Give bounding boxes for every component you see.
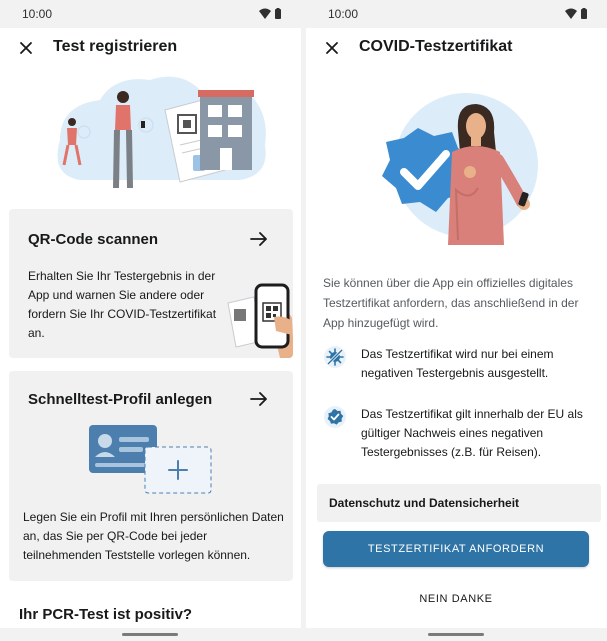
request-certificate-button[interactable]: TESTZERTIFIKAT ANFORDERN: [323, 531, 589, 567]
status-bar: [0, 0, 301, 28]
no-thanks-button[interactable]: NEIN DANKE: [419, 593, 493, 605]
app-bar: [0, 28, 301, 68]
privacy-section-link[interactable]: [317, 484, 601, 522]
arrow-right-icon: [250, 232, 268, 246]
home-gesture-handle[interactable]: [428, 633, 484, 636]
page-title: COVID-Testzertifikat: [359, 38, 513, 55]
phone-scanning-qr-icon: [214, 273, 293, 358]
card-description: Legen Sie ein Profil mit Ihren persönlichen Daten an, das Sie per QR-Code bei jeder teilnehmenden Teststelle vorlegen können.: [23, 510, 284, 562]
card-title: QR-Code scannen: [28, 231, 159, 248]
card-title: Schnelltest-Profil anlegen: [28, 391, 213, 408]
register-test-illustration: [20, 70, 280, 200]
certificate-illustration: [366, 90, 546, 245]
status-time: 10:00: [22, 7, 53, 21]
verified-badge-icon: [323, 405, 347, 429]
virus-icon: [323, 345, 347, 369]
test-certificate-screen: [306, 0, 607, 641]
card-description: Erhalten Sie Ihr Testergebnis in der App und warnen Sie andere oder fordern Sie Ihr COVID-Testzertifikat an.: [28, 269, 217, 340]
status-bar: [306, 0, 607, 28]
app-bar: [306, 28, 607, 68]
page-title: Test registrieren: [53, 38, 178, 55]
register-test-screen: [0, 0, 301, 641]
arrow-right-icon: [250, 392, 268, 406]
home-gesture-handle[interactable]: [122, 633, 178, 636]
close-icon[interactable]: [16, 38, 36, 58]
profile-id-card-icon: [87, 421, 217, 501]
scan-qr-code-card[interactable]: [9, 209, 293, 358]
status-time: 10:00: [328, 7, 359, 21]
info-text: Das Testzertifikat gilt innerhalb der EU als gültiger Nachweis eines negativen Testergebnisses (z.B. für Reisen).: [361, 407, 583, 459]
certificate-intro-text: Sie können über die App ein offizielles digitales Testzertifikat anfordern, das anschließend in der App hinzugefügt wird.: [323, 276, 579, 330]
close-icon[interactable]: [322, 38, 342, 58]
system-nav-bar: [0, 628, 301, 641]
system-nav-bar: [306, 628, 607, 641]
info-text: Das Testzertifikat wird nur bei einem negativen Testergebnis ausgestellt.: [361, 347, 554, 380]
test-center-building-icon: [198, 90, 254, 170]
pcr-positive-heading: Ihr PCR-Test ist positiv?: [19, 606, 193, 623]
rapid-test-profile-card[interactable]: [9, 371, 293, 581]
wifi-battery-icon: [565, 8, 589, 20]
wifi-battery-icon: [259, 8, 283, 20]
privacy-label: Datenschutz und Datensicherheit: [329, 496, 520, 510]
